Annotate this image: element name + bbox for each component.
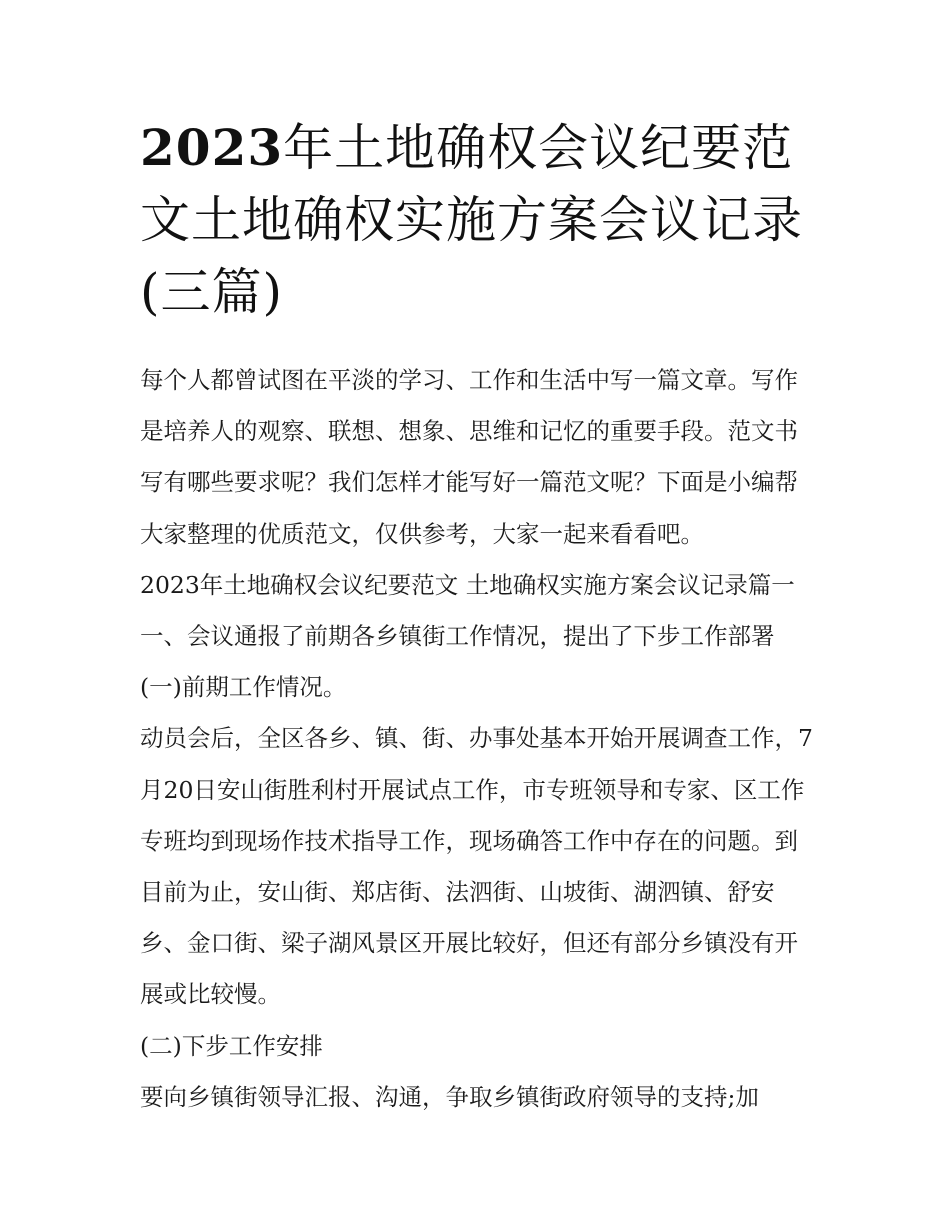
section-one-heading-paragraph: 2023年土地确权会议纪要范文 土地确权实施方案会议记录篇一 一、会议通报了前期各乡镇街工作情况，提出了下步工作部署 (一)前期工作情况。 xyxy=(140,570,795,702)
next-steps-paragraph: 要向乡镇街领导汇报、沟通，争取乡镇街政府领导的支持;加 xyxy=(140,1082,759,1111)
progress-paragraph: 动员会后，全区各乡、镇、街、办事处基本开始开展调查工作，7月20日安山街胜利村开展试点工作，市专班领导和专家、区工作专班均到现场作技术指导工作，现场确答工作中存在的问题。到目前为止，安山街、郑店街、法泗街、山坡街、湖泗镇、舒安乡、金口街、梁子湖风景区开展比较好，但还有部分乡镇没有开展或比较慢。 xyxy=(140,724,813,1009)
title-text: 年土地确权会议纪要范文土地确权实施方案会议记录(三篇) xyxy=(140,119,803,321)
document-body xyxy=(140,355,820,1123)
document-title xyxy=(140,112,820,328)
next-steps-heading: (二)下步工作安排 xyxy=(140,1031,323,1060)
title-year: 2023 xyxy=(140,118,284,177)
intro-paragraph: 每个人都曾试图在平淡的学习、工作和生活中写一篇文章。写作是培养人的观察、联想、想象、思维和记忆的重要手段。范文书写有哪些要求呢？我们怎样才能写好一篇范文呢？下面是小编帮大家整理的优质范文，仅供参考，大家一起来看看吧。 xyxy=(140,366,798,548)
